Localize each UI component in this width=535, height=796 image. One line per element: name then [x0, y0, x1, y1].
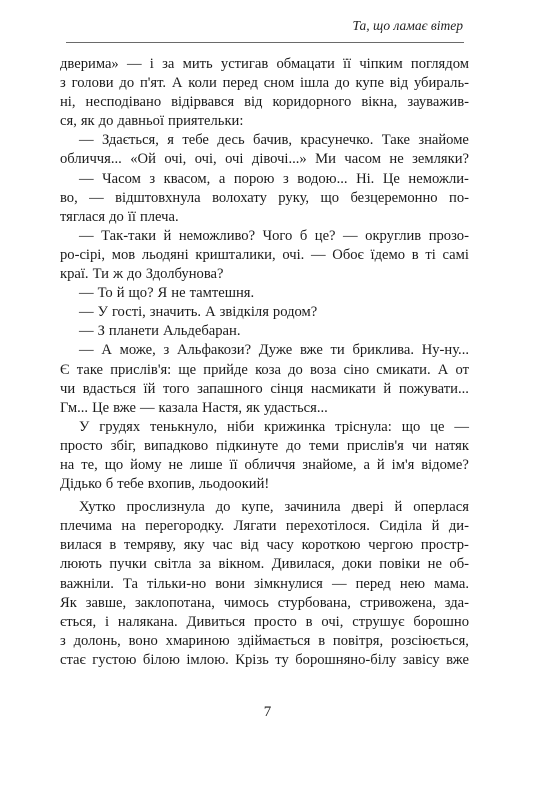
text-line: — Здається, я тебе десь бачив, красунечко. Таке знайоме [79, 132, 469, 149]
text-line: плечима на перегородку. Лягати перехотілося. Сиділа й ди- [60, 518, 469, 535]
text-line: во, — відштовхнула волохату руку, що безцеремонно по- [60, 189, 469, 206]
text-line: Дідько б тебе вхопив, льодоокий! [60, 476, 270, 493]
text-line: ні, несподівано відірвався від коридорного вікна, зауважив- [60, 94, 469, 111]
text-line: — З планети Альдебаран. [79, 323, 241, 340]
text-line: Як завше, заклопотана, чимось стурбована, стривожена, зда- [60, 594, 469, 611]
text-line: — Часом з квасом, а порою з водою... Ні. Це неможли- [79, 170, 469, 187]
text-line: чи вдасться їй того запашного сінця насмикати й пожувати... [60, 380, 469, 397]
text-line: — А може, з Альфакози? Дуже вже ти бриклива. Ну-ну... [79, 342, 469, 359]
text-line: ся, як до давньої приятельки: [60, 113, 244, 130]
text-line: дверима» — і за мить устигав обмацати її чіпким поглядом [60, 56, 469, 72]
text-line: Гм... Це вже — казала Настя, як удасться... [60, 399, 328, 416]
text-line: — У гості, значить. А звідкіля родом? [79, 304, 318, 321]
header-rule [66, 42, 464, 43]
text-line: Хутко прослизнула до купе, зачинила двері й оперлася [79, 499, 469, 516]
text-line: стає густою білою імлою. Крізь ту борошняно-білу завісу вже [60, 651, 469, 668]
text-line: просто збіг, випадково підкинуте до теми прислів'я чи натяк [60, 437, 469, 454]
text-line: ро-сірі, мов льодяні кришталики, очі. — Обоє їдемо в ті самі [60, 246, 469, 263]
text-line: з голови до п'ят. А коли перед сном ішла до купе від убираль- [60, 75, 469, 92]
text-line: з долонь, воно хмариною здіймається в повітря, розсіюється, [60, 632, 469, 649]
running-head-title: Та, що ламає вітер [352, 18, 463, 33]
text-line: на те, що йому не лише її обличчя знайоме, а й ім'я відоме? [60, 456, 469, 473]
text-line: важніли. Та тільки-но вони зімкнулися — перед нею мама. [60, 575, 469, 592]
text-line: тяглася до її плеча. [60, 208, 179, 225]
text-line: — То й що? Я не тамтешня. [79, 285, 255, 302]
text-line: — Так-таки й неможливо? Чого б це? — округлив прозо- [79, 227, 469, 244]
text-line: вилася в темряву, яку час від часу короткою чергою простр- [60, 537, 469, 554]
body-text [60, 55, 469, 670]
text-line: краї. Ти ж до Здолбунова? [60, 266, 224, 283]
text-line: люють пучки світла за вікном. Дивилася, доки повіки не об- [60, 556, 469, 573]
text-line: ється, і налякана. Дивиться просто в очі, струшує борошно [60, 613, 469, 630]
text-line: Є таке прислів'я: ще прийде коза до воза сіно смикати. А от [60, 361, 469, 378]
text-line: У грудях тенькнуло, ніби крижинка тріснула: що це — [79, 418, 469, 435]
text-line: обличчя... «Ой очі, очі, очі дівочі...» Ми часом не земляки? [60, 151, 469, 168]
page-number: 7 [263, 704, 272, 720]
